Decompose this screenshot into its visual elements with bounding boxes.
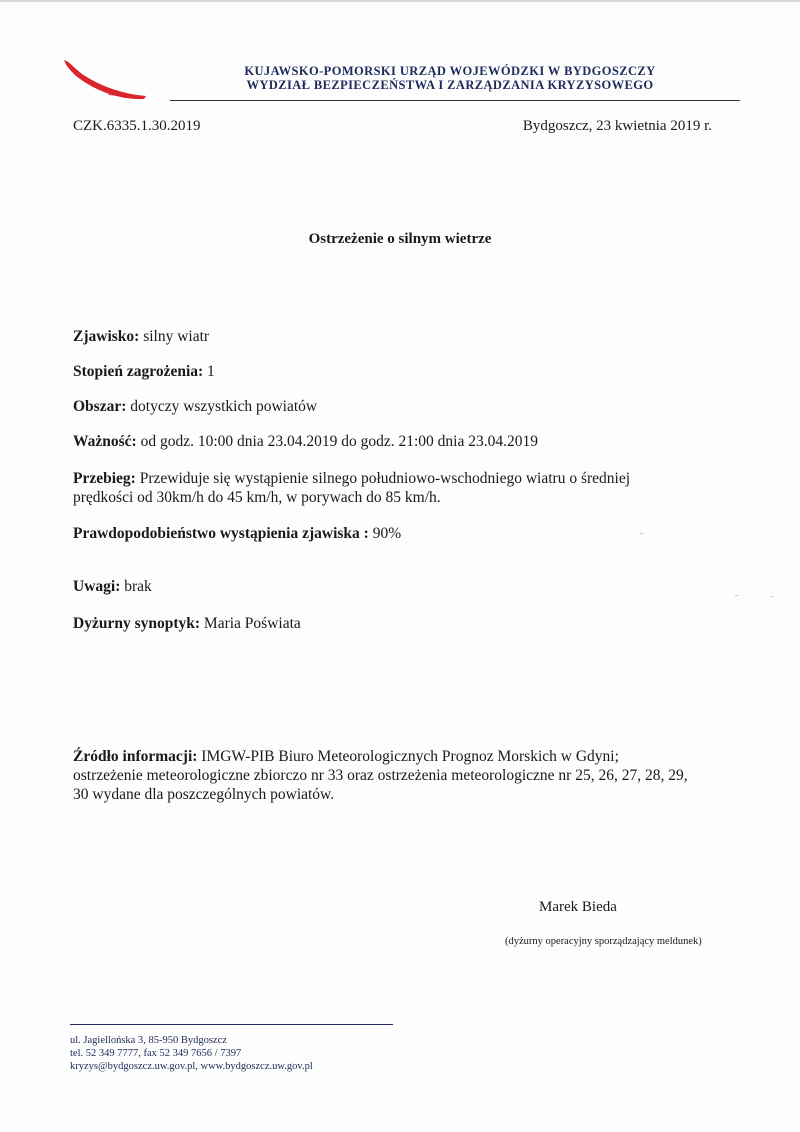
field-obszar (73, 397, 723, 416)
document-reference: CZK.6335.1.30.2019 (73, 118, 201, 134)
field-value: od godz. 10:00 dnia 23.04.2019 do godz. 21:00 dnia 23.04.2019 (136, 433, 538, 450)
field-value: dotyczy wszystkich powiatów (126, 398, 318, 415)
field-uwagi (73, 577, 723, 596)
header-line-1: KUJAWSKO-POMORSKI URZĄD WOJEWÓDZKI W BYDGOSZCZY (244, 64, 656, 78)
field-value: Maria Poświata (200, 615, 301, 632)
field-value-line-3: 30 wydane dla poszczególnych powiatów. (73, 786, 335, 803)
field-value-line-1: Przewiduje się wystąpienie silnego południowo-wschodniego wiatru o średniej (135, 470, 631, 487)
field-przebieg (73, 469, 723, 507)
field-label: Obszar: (73, 398, 127, 415)
footer-email-www: kryzys@bydgoszcz.uw.gov.pl, www.bydgoszcz.uw.gov.pl (70, 1061, 313, 1072)
field-label: Prawdopodobieństwo wystąpienia zjawiska : (73, 525, 369, 542)
field-label: Ważność: (73, 433, 137, 450)
field-prawdopodobienstwo (73, 524, 723, 543)
field-zjawisko (73, 327, 723, 346)
field-dyzurny-synoptyk (73, 614, 723, 633)
field-value-line-2: ostrzeżenie meteorologiczne zbiorczo nr 33 oraz ostrzeżenia meteorologiczne nr 25, 26, 27, 28, 29, (73, 767, 688, 784)
field-waznosc (73, 432, 723, 451)
field-value: silny wiatr (139, 328, 210, 345)
field-stopien-zagrozenia (73, 362, 723, 381)
field-zrodlo-informacji (73, 747, 733, 804)
field-value-line-1: IMGW-PIB Biuro Meteorologicznych Prognoz Morskich w Gdyni; (197, 748, 619, 765)
office-header (160, 64, 740, 92)
footer-phones: tel. 52 349 7777, fax 52 349 7656 / 7397 (70, 1048, 242, 1059)
field-value: 90% (368, 525, 402, 542)
signer-name: Marek Bieda (539, 899, 617, 915)
footer-address: ul. Jagiellońska 3, 85-950 Bydgoszcz (70, 1035, 227, 1046)
scan-speck (735, 595, 738, 596)
field-label: Dyżurny synoptyk: (73, 615, 201, 632)
document-title: Ostrzeżenie o silnym wietrze (308, 231, 492, 247)
red-swoosh-logo-icon (60, 56, 152, 102)
header-line-2: WYDZIAŁ BEZPIECZEŃSTWA I ZARZĄDZANIA KRYZYSOWEGO (246, 78, 654, 92)
footer-contact (70, 1034, 313, 1073)
field-label: Zjawisko: (73, 328, 140, 345)
scan-speck (770, 596, 773, 597)
place-and-date: Bydgoszcz, 23 kwietnia 2019 r. (522, 118, 712, 134)
signer-role: (dyżurny operacyjny sporządzający meldunek) (505, 936, 702, 947)
scan-speck (640, 533, 643, 534)
field-label: Uwagi: (73, 578, 121, 595)
field-label: Źródło informacji: (73, 748, 198, 765)
header-divider (170, 100, 740, 101)
field-value-line-2: prędkości od 30km/h do 45 km/h, w porywach do 85 km/h. (73, 489, 441, 506)
field-label: Stopień zagrożenia: (73, 363, 204, 380)
field-label: Przebieg: (73, 470, 136, 487)
footer-divider (70, 1024, 393, 1025)
field-value: 1 (203, 363, 215, 380)
field-value: brak (120, 578, 152, 595)
scan-top-edge (0, 0, 800, 2)
